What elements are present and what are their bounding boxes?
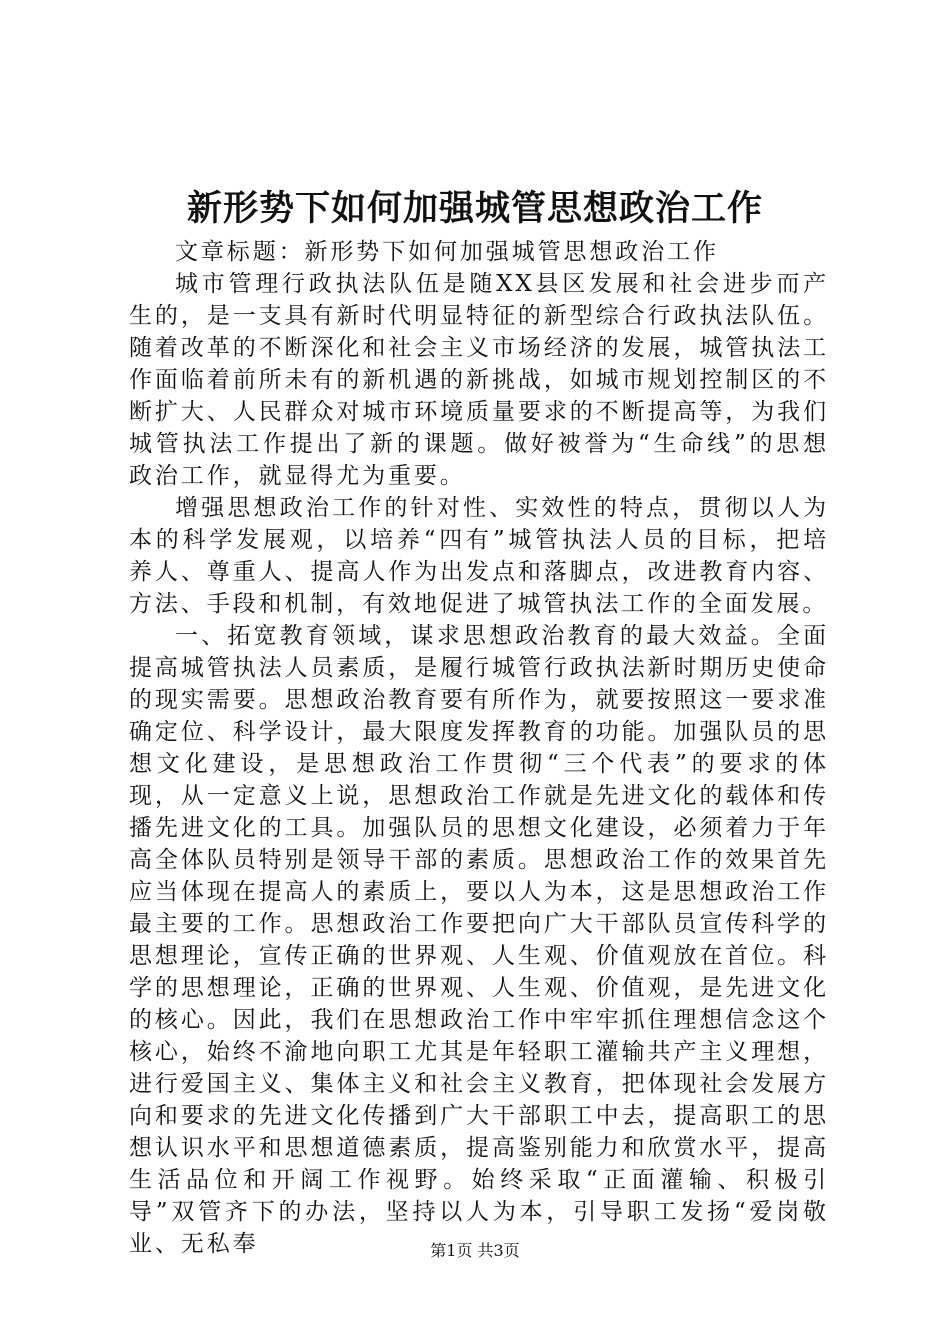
page-number: 第1页 共3页 xyxy=(430,1241,520,1260)
paragraph-section-one: 一、拓宽教育领域，谋求思想政治教育的最大效益。全面提高城管执法人员素质，是履行城管行政执法新时期历史使命的现实需要。思想政治教育要有所作为，就要按照这一要求准确定位、科学设计，最大限度发挥教育的功能。加强队员的思想文化建设，是思想政治工作贯彻“三个代表”的要求的体现，从一定意义上说，思想政治工作就是先进文化的载体和传播先进文化的工具。加强队员的思想文化建设，必须着力于年高全体队员特别是领导干部的素质。思想政治工作的效果首先应当体现在提高人的素质上，要以人为本，这是思想政治工作最主要的工作。思想政治工作要把向广大干部队员宣传科学的思想理论，宣传正确的世界观、人生观、价值观放在首位。科学的思想理论，正确的世界观、人生观、价值观，是先进文化的核心。因此，我们在思想政治工作中牢牢抓住理想信念这个核心，始终不渝地向职工尤其是年轻职工灌输共产主义理想，进行爱国主义、集体主义和社会主义教育，把体现社会发展方向和要求的先进文化传播到广大干部职工中去，提高职工的思想认识水平和思想道德素质，提高鉴别能力和欣赏水平，提高生活品位和开阔工作视野。始终采取“正面灌输、积极引导”双管齐下的办法，坚持以人为本，引导职工发扬“爱岗敬业、无私奉 xyxy=(129,623,829,1257)
paragraph-article-title: 文章标题：新形势下如何加强城管思想政治工作 xyxy=(175,239,719,265)
document-body xyxy=(129,236,829,1260)
paragraph-intro: 城市管理行政执法队伍是随XX县区发展和社会进步而产生的，是一支具有新时代明显特征的新型综合行政执法队伍。随着改革的不断深化和社会主义市场经济的发展，城管执法工作面临着前所未有的新机遇的新挑战，如城市规划控制区的不断扩大、人民群众对城市环境质量要求的不断提高等，为我们城管执法工作提出了新的课题。做好被誉为“生命线”的思想政治工作，就显得尤为重要。 xyxy=(129,271,829,489)
document-title: 新形势下如何加强城管思想政治工作 xyxy=(186,188,763,229)
paragraph-principle: 增强思想政治工作的针对性、实效性的特点，贯彻以人为本的科学发展观，以培养“四有”城管执法人员的目标，把培养人、尊重人、提高人作为出发点和落脚点，改进教育内容、方法、手段和机制，有效地促进了城管执法工作的全面发展。 xyxy=(129,495,829,617)
